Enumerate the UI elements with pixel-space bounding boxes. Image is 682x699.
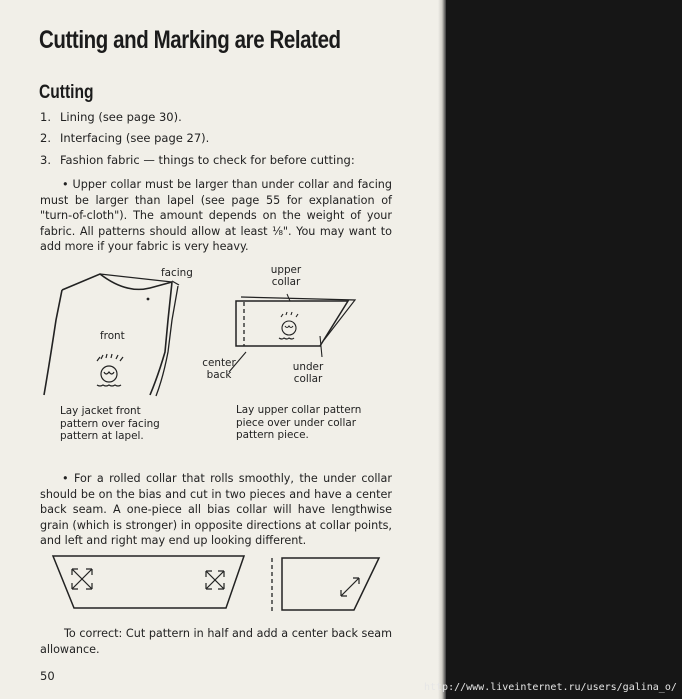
label-facing: facing bbox=[161, 267, 193, 279]
page-number: 50 bbox=[40, 669, 55, 683]
paragraph-to-correct: To correct: Cut pattern in half and add a center back seam allowance. bbox=[40, 627, 392, 656]
list-number: 3. bbox=[40, 153, 51, 167]
paragraph-rolled-collar: • For a rolled collar that rolls smoothly, the under collar should be on the bias and cut in two pieces and have a center back seam. A one-piece all bias collar will have lengthwise grain (which is stronger) in opposite directions at collar points, and left and right may end up looking different. bbox=[40, 472, 392, 548]
paragraph-collar-size: • Upper collar must be larger than under collar and facing must be larger than lapel (see page 55 for explanation of "turn-of-cloth"). The amount depends on the weight of your fabric. All patterns should allow at least ⅛". You may want to add more if your fabric is very heavy. bbox=[40, 178, 392, 254]
label-under-collar-text: under collar bbox=[292, 361, 324, 385]
page-title: Cutting and Marking are Related bbox=[39, 26, 341, 54]
list-text: Interfacing (see page 27). bbox=[60, 131, 210, 145]
grain-arrow-icon bbox=[72, 569, 92, 589]
dark-background bbox=[446, 0, 682, 699]
book-spine bbox=[438, 0, 446, 699]
caption-jacket-front: Lay jacket front pattern over facing pattern at lapel. bbox=[60, 405, 160, 443]
section-heading: Cutting bbox=[39, 82, 94, 103]
list-number: 2. bbox=[40, 131, 51, 145]
label-front: front bbox=[100, 330, 125, 342]
grain-arrow-icon bbox=[341, 578, 359, 596]
list-number: 1. bbox=[40, 110, 51, 124]
label-center-back-text: center back bbox=[202, 357, 236, 381]
watermark-url: http://www.liveinternet.ru/users/galina_o/ bbox=[424, 682, 677, 693]
list-text: Lining (see page 30). bbox=[60, 110, 182, 124]
caption-collar: Lay upper collar pattern piece over under collar pattern piece. bbox=[236, 404, 362, 442]
list-text: Fashion fabric — things to check for before cutting: bbox=[60, 153, 355, 167]
grain-arrow-icon bbox=[206, 571, 224, 589]
label-upper-collar-text: upper collar bbox=[270, 264, 302, 288]
